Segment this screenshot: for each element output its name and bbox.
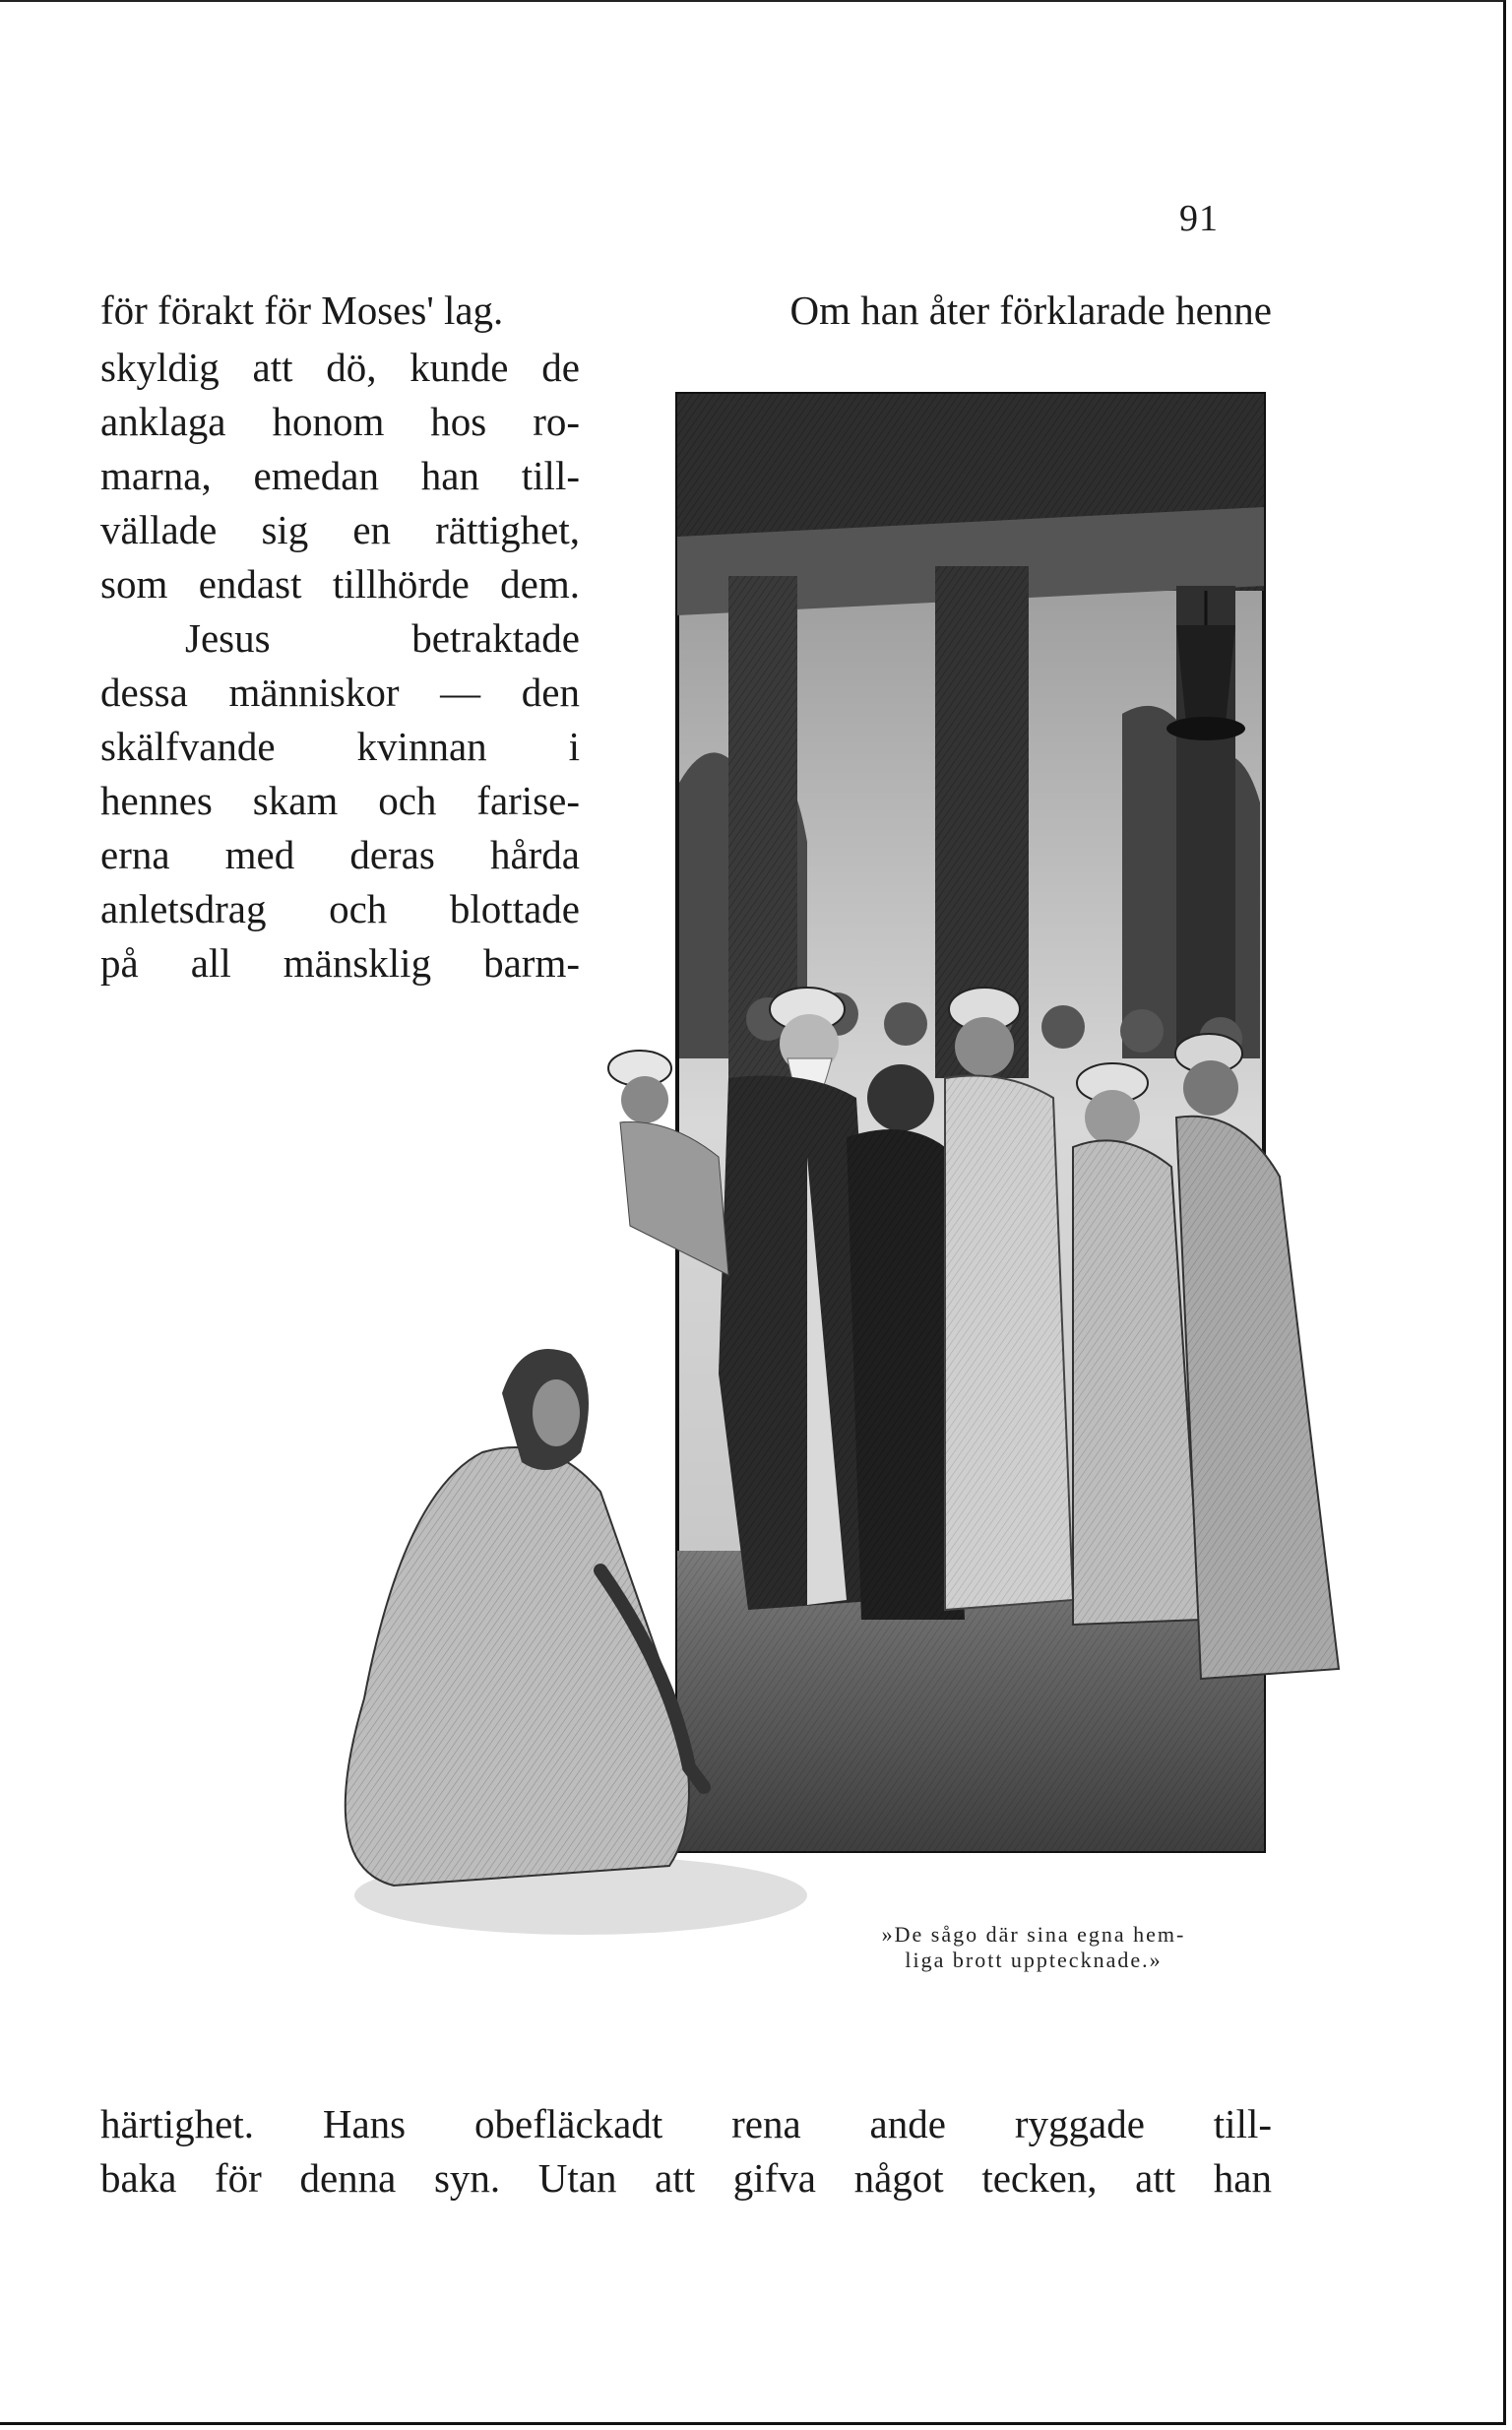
text-line: på all mänsklig barm- <box>100 940 580 986</box>
illustration-caption <box>807 1922 1260 1973</box>
caption-line: liga brott upptecknade.» <box>905 1948 1163 1972</box>
text-line: erna med deras hårda <box>100 832 580 877</box>
text-line: hennes skam och farise- <box>100 778 580 823</box>
text-line: anletsdrag och blottade <box>100 886 580 931</box>
caption-line: »De sågo där sina egna hem- <box>881 1922 1186 1947</box>
text-line-top-right: Om han åter förklarade henne <box>789 288 1272 333</box>
text-line: härtighet. Hans obefläckadt rena ande ryggade till- <box>100 2101 1272 2146</box>
text-line: vällade sig en rättighet, <box>100 507 580 552</box>
text-line: skyldig att dö, kunde de <box>100 345 580 390</box>
text-line-paragraph-start: Jesus betraktade <box>185 615 580 661</box>
text-line: baka för denna syn. Utan att gifva något tecken, att han <box>100 2155 1272 2201</box>
engraving-illustration <box>256 389 1358 2023</box>
text-line: dessa människor — den <box>100 670 580 715</box>
text-line: skälfvande kvinnan i <box>100 724 580 769</box>
text-line: anklaga honom hos ro- <box>100 399 580 444</box>
text-line: marna, emedan han till- <box>100 453 580 498</box>
text-line-top-left: för förakt för Moses' lag. <box>100 288 504 333</box>
page-number: 91 <box>1179 198 1219 239</box>
text-line: som endast tillhörde dem. <box>100 561 580 607</box>
